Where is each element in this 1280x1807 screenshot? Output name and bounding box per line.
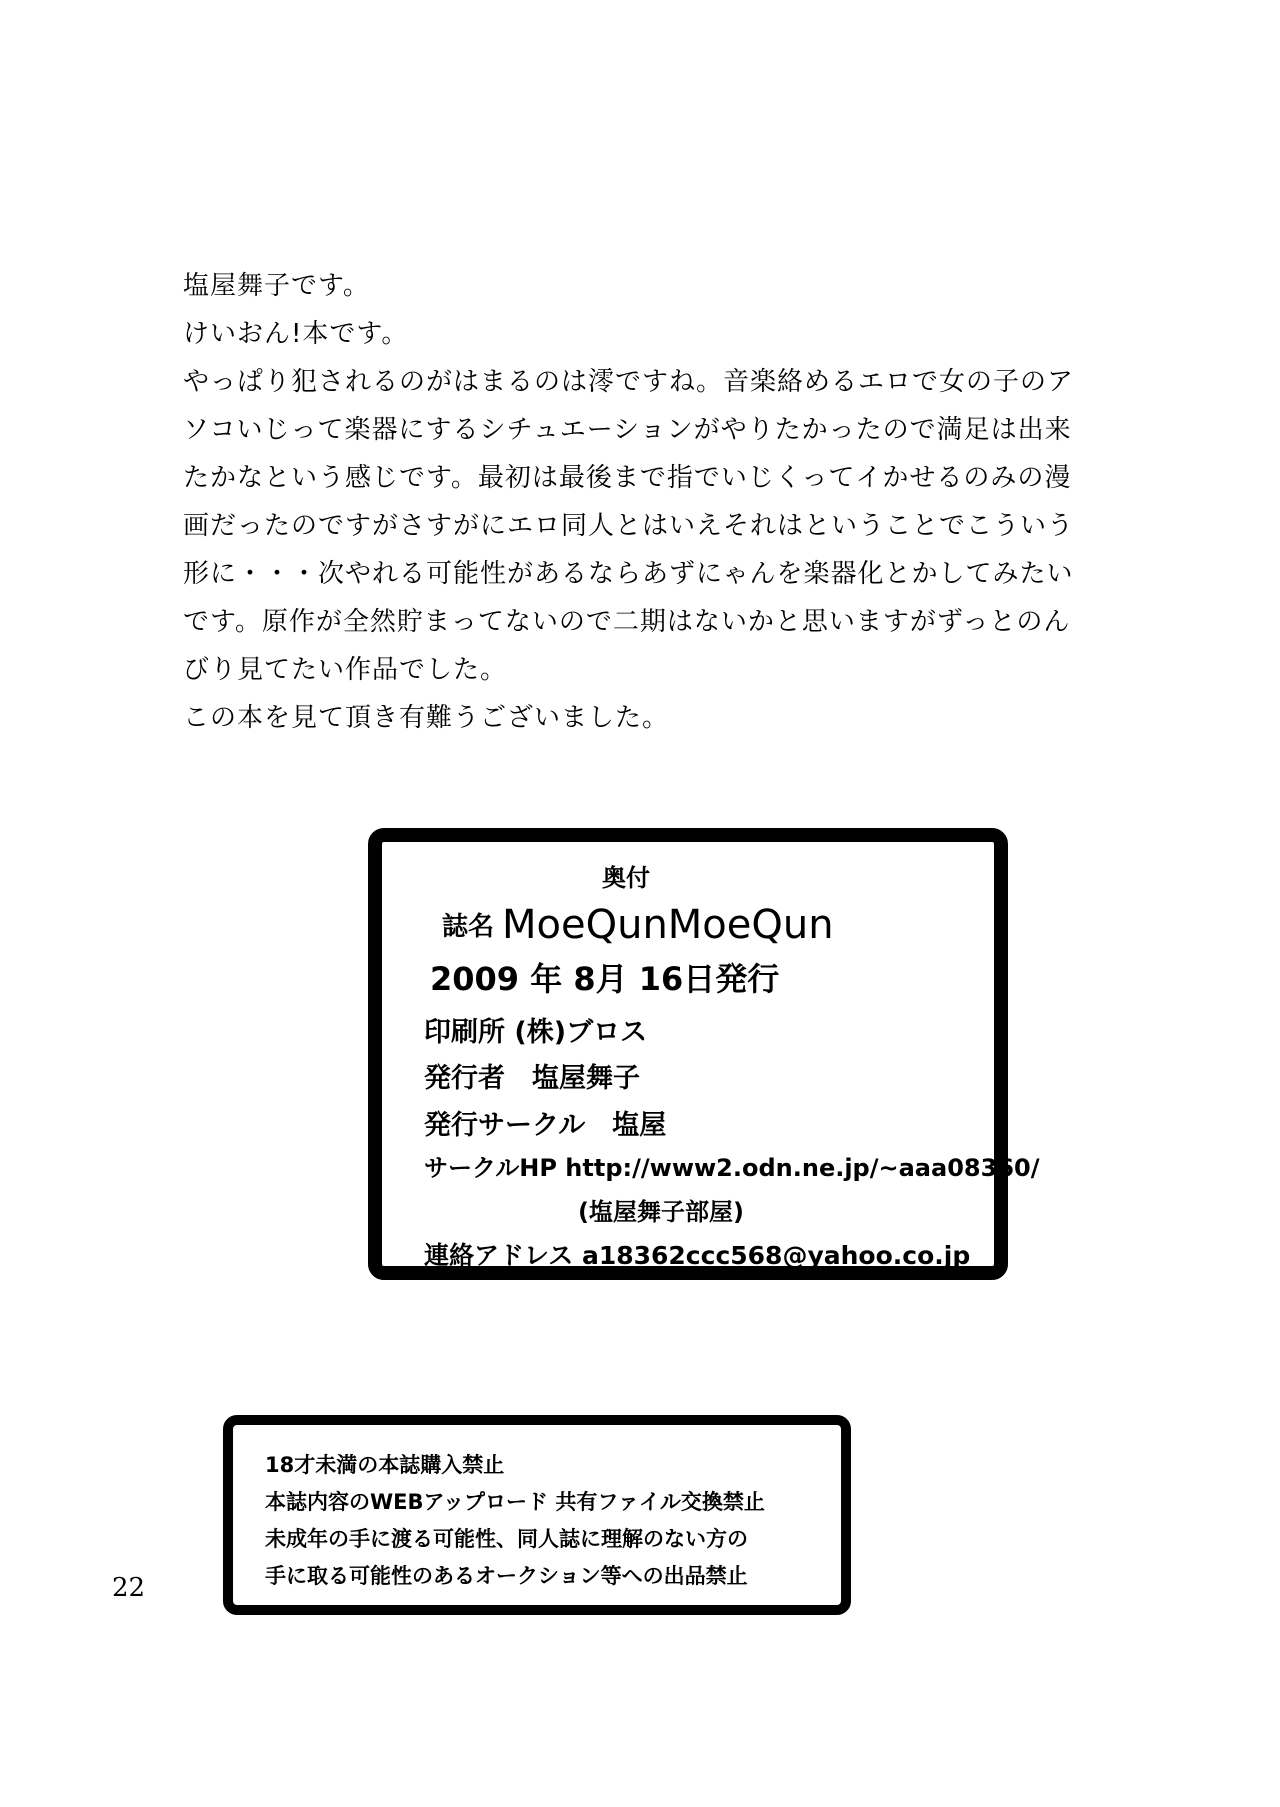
book-name-label: 誌名: [442, 912, 495, 942]
warning-line: 18才未満の本誌購入禁止: [265, 1453, 505, 1477]
colophon-homepage: サークルHP http://www2.odn.ne.jp/~aaa08360/: [424, 1154, 1040, 1182]
colophon-homepage-note: (塩屋舞子部屋): [578, 1198, 744, 1226]
afterword-line: けいおん!本です。: [183, 319, 409, 349]
afterword-line: たかなという感じです。最初は最後まで指でいじくってイかせるのみの漫: [183, 463, 1072, 493]
afterword-line: です。原作が全然貯まってないので二期はないかと思いますがずっとのん: [183, 607, 1071, 637]
colophon-printer: 印刷所 (株)ブロス: [424, 1017, 648, 1048]
afterword-line: やっぱり犯されるのがはまるのは澪ですね。音楽絡めるエロで女の子のア: [183, 367, 1075, 397]
warning-line: 未成年の手に渡る可能性、同人誌に理解のない方の: [265, 1527, 748, 1551]
colophon-box: [368, 828, 1040, 1280]
afterword-text: [183, 262, 1103, 742]
warning-box: [223, 1415, 851, 1615]
colophon-book-name: [442, 902, 834, 948]
afterword-line: 塩屋舞子です。: [183, 271, 370, 301]
colophon-publisher: 発行者 塩屋舞子: [424, 1063, 640, 1094]
afterword-line: 形に・・・次やれる可能性があるならあずにゃんを楽器化とかしてみたい: [183, 559, 1074, 589]
book-name-value: MoeQunMoeQun: [502, 902, 834, 948]
afterword-line: 画だったのですがさすがにエロ同人とはいえそれはということでこういう: [183, 511, 1075, 541]
colophon-title: 奥付: [602, 864, 650, 892]
colophon-contact: 連絡アドレス a18362ccc568@yahoo.co.jp: [424, 1241, 971, 1270]
afterword-line: この本を見て頂き有難うございました。: [183, 703, 670, 733]
colophon-date: 2009 年 8月 16日発行: [430, 960, 780, 998]
afterword-line: びり見てたい作品でした。: [183, 655, 508, 685]
page-number: 22: [112, 1573, 146, 1603]
warning-line: 本誌内容のWEBアップロード 共有ファイル交換禁止: [265, 1490, 765, 1514]
colophon-circle: 発行サークル 塩屋: [424, 1110, 667, 1141]
warning-line: 手に取る可能性のあるオークション等への出品禁止: [265, 1564, 748, 1588]
afterword-line: ソコいじって楽器にするシチュエーションがやりたかったので満足は出来: [183, 415, 1072, 445]
